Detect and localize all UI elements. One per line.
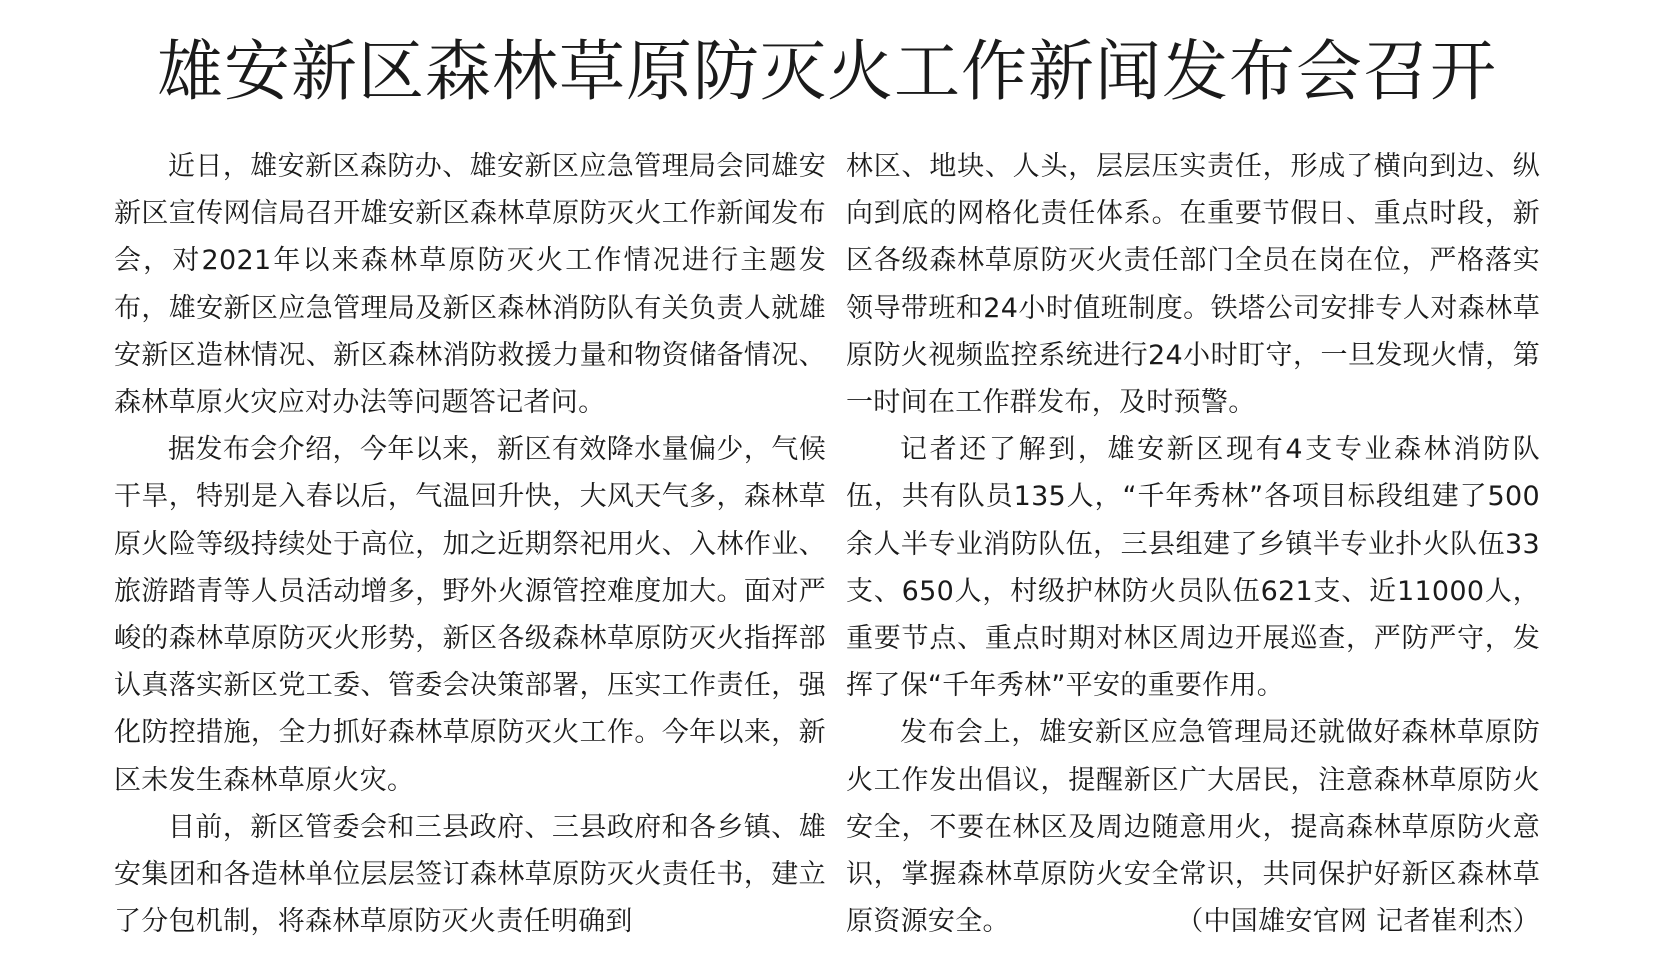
paragraph-responsibility-continued: 林区、地块、人头，层层压实责任，形成了横向到边、纵向到底的网格化责任体系。在重要节假日、重点时段，新区各级森林草原防灭火责任部门全员在岗在位，严格落实领导带班和24小时值班制度。铁塔公司安排专人对森林草原防火视频监控系统进行24小时盯守，一旦发现火情，第一时间在工作群发布，及时预警。 (846, 151, 1540, 419)
paragraph-initiative-text: 发布会上，雄安新区应急管理局还就做好森林草原防火工作发出倡议，提醒新区广大居民，注意森林草原防火安全，不要在林区及周边随意用火，提高森林草原防火意识，掌握森林草原防火安全常识，共同保护好新区森林草原资源安全。 (846, 717, 1540, 938)
paragraph-initiative (846, 709, 1540, 945)
article-column-right (846, 143, 1540, 945)
paragraph-responsibility: 目前，新区管委会和三县政府、三县政府和各乡镇、雄安集团和各造林单位层层签订森林草原防灭火责任书，建立了分包机制，将森林草原防灭火责任明确到 (114, 811, 826, 938)
article-column-left (114, 143, 826, 945)
article-byline: （中国雄安官网 记者崔利杰） (1176, 906, 1540, 938)
paragraph-intro: 近日，雄安新区森防办、雄安新区应急管理局会同雄安新区宣传网信局召开雄安新区森林草原防灭火工作新闻发布会，对2021年以来森林草原防灭火工作情况进行主题发布，雄安新区应急管理局及新区森林消防队有关负责人就雄安新区造林情况、新区森林消防救援力量和物资储备情况、森林草原火灾应对办法等问题答记者问。 (114, 151, 826, 419)
article-headline: 雄安新区森林草原防灭火工作新闻发布会召开 (157, 33, 1497, 110)
paragraph-press-conference: 据发布会介绍，今年以来，新区有效降水量偏少，气候干旱，特别是入春以后，气温回升快，大风天气多，森林草原火险等级持续处于高位，加之近期祭祀用火、入林作业、旅游踏青等人员活动增多，野外火源管控难度加大。面对严峻的森林草原防灭火形势，新区各级森林草原防灭火指挥部认真落实新区党工委、管委会决策部署，压实工作责任，强化防控措施，全力抓好森林草原防灭火工作。今年以来，新区未发生森林草原火灾。 (114, 434, 826, 796)
paragraph-firefighting-teams: 记者还了解到，雄安新区现有4支专业森林消防队伍，共有队员135人，“千年秀林”各项目标段组建了500余人半专业消防队伍，三县组建了乡镇半专业扑火队伍33支、650人，村级护林防火员队伍621支、近11000人，重要节点、重点时期对林区周边开展巡查，严防严守，发挥了保“千年秀林”平安的重要作用。 (846, 434, 1540, 702)
